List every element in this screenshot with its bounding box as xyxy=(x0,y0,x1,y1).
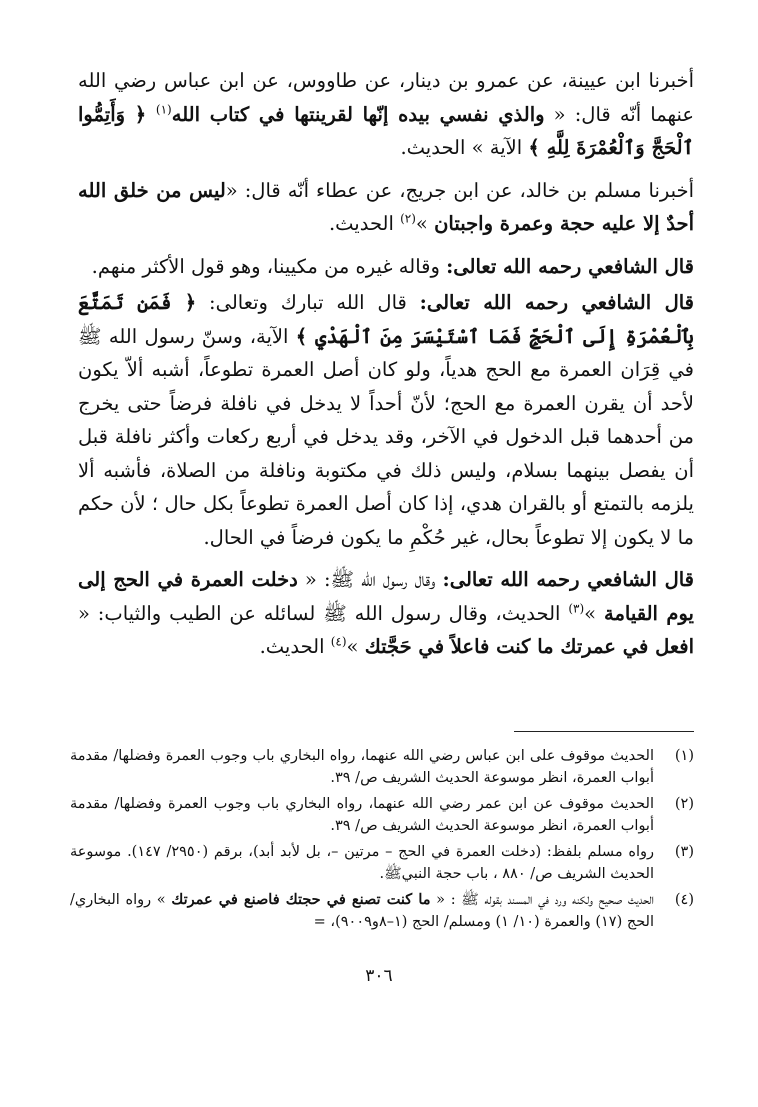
speaker-label: قال الشافعي رحمه الله تعالى: xyxy=(419,291,694,314)
paragraph-3 xyxy=(78,250,694,284)
page-number: ٣٠٦ xyxy=(365,966,393,986)
hadith-text: دخلت العمرة في الحج إلى يوم القيامة xyxy=(78,568,694,625)
footnote-text-c: » رواه البخاري/ الحج (١٧) والعمرة (١٠/ ١) ومسلم/ الحج (١–٨و٩٠٠٩)، = xyxy=(70,892,654,930)
footnote-1 xyxy=(70,745,694,789)
footnote-number: (١) xyxy=(674,748,694,764)
paragraph-4 xyxy=(78,286,694,554)
quote-close: » xyxy=(584,601,604,625)
hadith-text: افعل في عمرتك ما كنت فاعلاً في حَجَّتك xyxy=(364,635,694,658)
speaker-label: قال الشافعي رحمه الله تعالى: xyxy=(442,568,695,591)
paragraph-intro: وقال رسول الله ﷺ: « xyxy=(297,568,443,591)
footnote-hadith: ما كنت تصنع في حجتك فاصنع في عمرتك xyxy=(171,891,431,908)
paragraph-body: الحديث، وقال رسول الله ﷺ لسائله عن الطيب والثياب: « xyxy=(78,601,569,625)
footnote-4 xyxy=(70,889,694,933)
footnote-3 xyxy=(70,841,694,885)
footnote-2 xyxy=(70,793,694,837)
paragraph-tail: الحديث. xyxy=(259,635,331,658)
quote-close: » xyxy=(415,212,435,235)
paragraph-intro: قال الله تبارك وتعالى: xyxy=(196,291,420,314)
quran-verse: ﴿ وَأَتِمُّوا ٱلْحَجَّ وَٱلْعُمْرَةَ لِلَّهِ ﴾ xyxy=(78,102,694,159)
paragraph-5 xyxy=(78,563,694,664)
footnote-divider xyxy=(514,731,694,732)
quote-close: » xyxy=(346,635,365,658)
footnote-ref-3: (٣) xyxy=(568,601,585,615)
footnotes xyxy=(70,745,694,937)
paragraph-2 xyxy=(78,174,694,241)
footnote-text xyxy=(70,889,654,933)
footnote-text: الحديث موقوف عن ابن عمر رضي الله عنهما، رواه البخاري باب وجوب العمرة وفضلها/ مقدمة أبواب العمرة، انظر موسوعة الحديث الشريف ص/ ٣٩. xyxy=(70,796,654,834)
footnote-text: الحديث موقوف على ابن عباس رضي الله عنهما، رواه البخاري باب وجوب العمرة وفضلها/ مقدمة أبواب العمرة، انظر موسوعة الحديث الشريف ص/ ٣٩. xyxy=(70,748,654,786)
paragraph-1 xyxy=(78,64,694,165)
paragraph-body: الآية، وسنّ رسول الله ﷺ في قِرَان العمرة مع الحج هدياً، ولو كان أصل العمرة تطوعاً، أشبه ألاّ يكون لأحد أن يقرن العمرة مع الحج؛ لأنّ أحداً لا يدخل في نافلة فرضاً حتى يخرج من أحدهما قبل الدخول في الآخر، وقد يدخل في أربع ركعات وأكثر نافلة قبل أن يفصل بينهما بسلام، وليس ذلك في مكتوبة ونافلة من الصلاة، فأشبه ألا يلزمه بالتمتع أو بالقران هدي، إذا كان أصل العمرة تطوعاً بكل حال ؛ لأن حكم ما لا يكون إلا تطوعاً بحال، غير حُكْمِ ما يكون فرضاً في الحال. xyxy=(78,324,694,549)
footnote-ref-2: (٢) xyxy=(400,211,416,226)
paragraph-tail: الحديث. xyxy=(328,212,401,235)
speaker-label: قال الشافعي رحمه الله تعالى: xyxy=(446,254,694,278)
footnote-number: (٢) xyxy=(674,796,694,812)
main-text xyxy=(78,64,694,673)
footnote-text: رواه مسلم بلفظ: (دخلت العمرة في الحج – مرتين –، بل لأبد أبد)، برقم (٢٩٥٠/ ١٤٧). موسوعة الحديث الشريف ص/ ٨٨٠ ، باب حجة النبيﷺ. xyxy=(70,844,654,882)
narration-chain: أخبرنا مسلم بن خالد، عن ابن جريج، عن عطاء أنّه قال: « xyxy=(225,178,694,202)
footnote-ref-4: (٤) xyxy=(330,634,347,649)
footnote-number: (٤) xyxy=(674,892,694,908)
footnote-text-a: الحديث صحيح ولكنه ورد في المسند بقوله ﷺ : « xyxy=(430,892,654,908)
footnote-number: (٣) xyxy=(674,844,694,860)
narration-chain: أخبرنا ابن عيينة، عن عمرو بن دينار، عن طاووس، عن ابن عباس رضي الله عنهما أنّه قال: « xyxy=(78,69,695,126)
footnote-ref-1: (١) xyxy=(155,102,172,116)
paragraph-body: وقاله غيره من مكيينا، وهو قول الأكثر منهم. xyxy=(91,254,447,278)
quran-verse: ﴿ فَمَن تَمَتَّعَ بِٱلْعُمْرَةِ إِلَى ٱلْحَجِّ فَمَا ٱسْتَيْسَرَ مِنَ ٱلْهَدْيِ ﴾ xyxy=(78,291,694,348)
hadith-text: والذي نفسي بيده إنّها لقرينتها في كتاب الله xyxy=(171,102,545,126)
hadith-text: ليس من خلق الله أحدٌ إلا عليه حجة وعمرة واجبتان xyxy=(78,178,694,235)
paragraph-tail: الآية » الحديث. xyxy=(400,136,529,159)
